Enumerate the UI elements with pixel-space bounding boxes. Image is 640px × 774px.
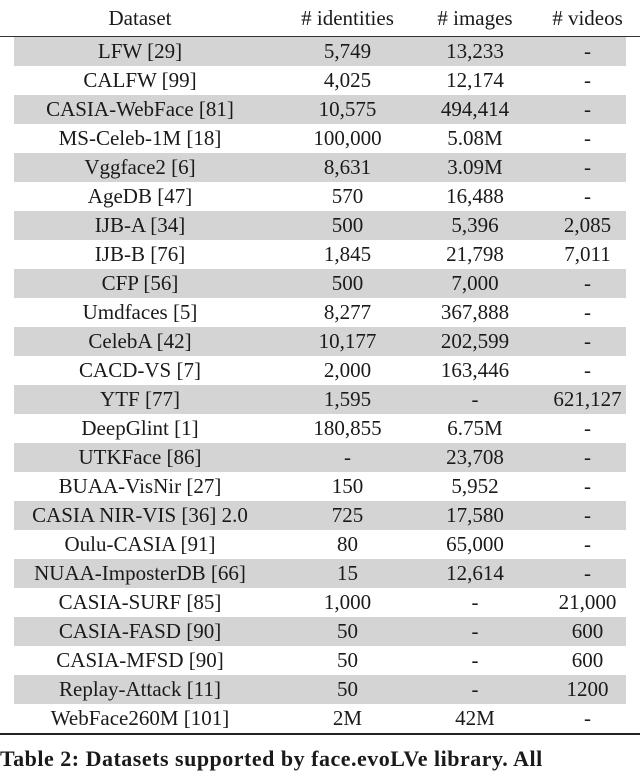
cell-identities: 725	[280, 501, 415, 530]
cell-dataset: CASIA-MFSD [90]	[0, 646, 280, 675]
cell-identities: 10,575	[280, 95, 415, 124]
cell-dataset: Umdfaces [5]	[0, 298, 280, 327]
table-row	[0, 704, 640, 734]
cell-identities: 1,845	[280, 240, 415, 269]
table-row	[0, 298, 640, 327]
table-row	[0, 501, 640, 530]
table-row	[0, 530, 640, 559]
cell-identities: 4,025	[280, 66, 415, 95]
cell-videos: 600	[535, 646, 640, 675]
cell-videos: -	[535, 559, 640, 588]
cell-videos: 7,011	[535, 240, 640, 269]
table-row	[0, 182, 640, 211]
cell-images: 7,000	[415, 269, 535, 298]
table-row	[0, 559, 640, 588]
table-row	[0, 211, 640, 240]
cell-images: 21,798	[415, 240, 535, 269]
cell-images: 12,614	[415, 559, 535, 588]
table-row	[0, 153, 640, 182]
cell-dataset: UTKFace [86]	[0, 443, 280, 472]
cell-images: 12,174	[415, 66, 535, 95]
cell-videos: -	[535, 95, 640, 124]
cell-identities: 1,595	[280, 385, 415, 414]
table-row	[0, 240, 640, 269]
table-row	[0, 675, 640, 704]
cell-images: -	[415, 588, 535, 617]
cell-images: 13,233	[415, 37, 535, 67]
cell-images: 5,952	[415, 472, 535, 501]
table-row	[0, 269, 640, 298]
cell-dataset: CACD-VS [7]	[0, 356, 280, 385]
cell-images: 494,414	[415, 95, 535, 124]
cell-dataset: CASIA-FASD [90]	[0, 617, 280, 646]
cell-videos: -	[535, 298, 640, 327]
cell-identities: 2M	[280, 704, 415, 734]
table-row	[0, 37, 640, 67]
cell-videos: -	[535, 182, 640, 211]
table-row	[0, 66, 640, 95]
cell-dataset: CALFW [99]	[0, 66, 280, 95]
header-identities: # identities	[280, 0, 415, 37]
cell-videos: -	[535, 66, 640, 95]
cell-identities: 8,277	[280, 298, 415, 327]
cell-images: 5,396	[415, 211, 535, 240]
cell-videos: 21,000	[535, 588, 640, 617]
cell-dataset: CelebA [42]	[0, 327, 280, 356]
cell-images: 23,708	[415, 443, 535, 472]
cell-identities: 50	[280, 617, 415, 646]
cell-dataset: DeepGlint [1]	[0, 414, 280, 443]
cell-videos: -	[535, 356, 640, 385]
cell-images: -	[415, 675, 535, 704]
cell-images: 17,580	[415, 501, 535, 530]
cell-identities: 500	[280, 269, 415, 298]
table-row	[0, 124, 640, 153]
cell-dataset: Vggface2 [6]	[0, 153, 280, 182]
cell-identities: 80	[280, 530, 415, 559]
table-row	[0, 617, 640, 646]
cell-dataset: CASIA-SURF [85]	[0, 588, 280, 617]
cell-images: -	[415, 385, 535, 414]
cell-videos: 600	[535, 617, 640, 646]
cell-dataset: IJB-A [34]	[0, 211, 280, 240]
cell-identities: 570	[280, 182, 415, 211]
cell-identities: 8,631	[280, 153, 415, 182]
cell-identities: 50	[280, 646, 415, 675]
cell-dataset: MS-Celeb-1M [18]	[0, 124, 280, 153]
cell-images: -	[415, 617, 535, 646]
cell-videos: -	[535, 472, 640, 501]
cell-videos: -	[535, 269, 640, 298]
cell-videos: -	[535, 704, 640, 734]
cell-identities: 50	[280, 675, 415, 704]
cell-identities: 180,855	[280, 414, 415, 443]
cell-identities: 5,749	[280, 37, 415, 67]
header-videos: # videos	[535, 0, 640, 37]
table-row	[0, 414, 640, 443]
cell-videos: -	[535, 414, 640, 443]
cell-videos: -	[535, 37, 640, 67]
cell-images: 6.75M	[415, 414, 535, 443]
cell-dataset: IJB-B [76]	[0, 240, 280, 269]
cell-videos: -	[535, 530, 640, 559]
cell-identities: 100,000	[280, 124, 415, 153]
table-caption: Table 2: Datasets supported by face.evoLVe library. All	[0, 746, 543, 771]
cell-dataset: CASIA NIR-VIS [36] 2.0	[0, 501, 280, 530]
cell-images: 65,000	[415, 530, 535, 559]
cell-dataset: BUAA-VisNir [27]	[0, 472, 280, 501]
cell-dataset: NUAA-ImposterDB [66]	[0, 559, 280, 588]
cell-identities: 150	[280, 472, 415, 501]
cell-identities: 10,177	[280, 327, 415, 356]
cell-videos: -	[535, 501, 640, 530]
cell-videos: -	[535, 124, 640, 153]
cell-images: 5.08M	[415, 124, 535, 153]
cell-images: 3.09M	[415, 153, 535, 182]
cell-images: 16,488	[415, 182, 535, 211]
table-body	[0, 37, 640, 735]
table-row	[0, 385, 640, 414]
cell-images: 42M	[415, 704, 535, 734]
cell-videos: -	[535, 443, 640, 472]
table-row	[0, 327, 640, 356]
table-header	[0, 0, 640, 37]
cell-videos: 621,127	[535, 385, 640, 414]
table-row	[0, 356, 640, 385]
cell-identities: 500	[280, 211, 415, 240]
header-images: # images	[415, 0, 535, 37]
cell-identities: 1,000	[280, 588, 415, 617]
cell-dataset: AgeDB [47]	[0, 182, 280, 211]
cell-identities: 2,000	[280, 356, 415, 385]
cell-videos: -	[535, 153, 640, 182]
cell-identities: 15	[280, 559, 415, 588]
table-row	[0, 646, 640, 675]
cell-images: 202,599	[415, 327, 535, 356]
cell-dataset: LFW [29]	[0, 37, 280, 67]
cell-identities: -	[280, 443, 415, 472]
cell-videos: -	[535, 327, 640, 356]
cell-dataset: WebFace260M [101]	[0, 704, 280, 734]
table-row	[0, 95, 640, 124]
cell-dataset: CFP [56]	[0, 269, 280, 298]
cell-videos: 1200	[535, 675, 640, 704]
cell-dataset: YTF [77]	[0, 385, 280, 414]
cell-images: 163,446	[415, 356, 535, 385]
cell-images: -	[415, 646, 535, 675]
table-row	[0, 472, 640, 501]
table-row	[0, 443, 640, 472]
cell-images: 367,888	[415, 298, 535, 327]
table-row	[0, 588, 640, 617]
header-dataset: Dataset	[0, 0, 280, 37]
cell-dataset: Oulu-CASIA [91]	[0, 530, 280, 559]
cell-videos: 2,085	[535, 211, 640, 240]
header-row	[0, 0, 640, 37]
cell-dataset: Replay-Attack [11]	[0, 675, 280, 704]
cell-dataset: CASIA-WebFace [81]	[0, 95, 280, 124]
